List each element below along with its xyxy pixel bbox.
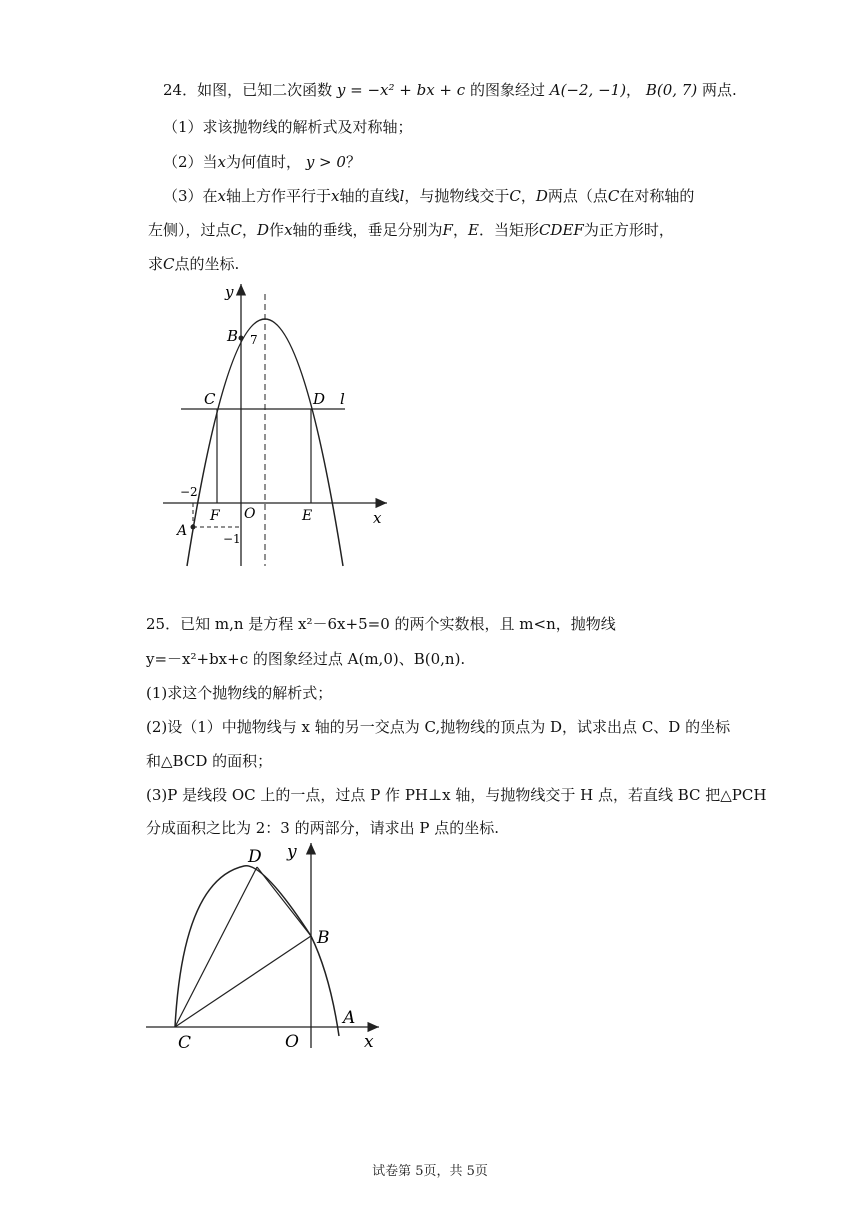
label-c: C	[204, 390, 216, 408]
label-o: O	[285, 1032, 299, 1052]
q24-p3-x: x	[284, 221, 293, 239]
q24-part1: （1）求该抛物线的解析式及对称轴；	[163, 118, 413, 136]
q24-p3-t: （3）在	[163, 187, 218, 205]
q24-p3-t: 为正方形时，	[583, 221, 674, 239]
q24-p2-c: ？	[345, 153, 361, 171]
label-x: x	[373, 509, 382, 527]
q24-p3-t: ．当矩形	[478, 221, 539, 239]
q24-p3-c: C	[163, 255, 175, 273]
label-l: l	[340, 390, 345, 408]
q24-p3-d: D	[257, 221, 270, 239]
q24-part2	[163, 152, 361, 172]
q24-p3-t: ，	[452, 221, 468, 239]
label-x: x	[364, 1032, 374, 1052]
point-a	[191, 525, 196, 530]
q24-p3-t: ，	[520, 187, 536, 205]
q24-p3-x: x	[331, 187, 340, 205]
q24-p3-t: 左侧），过点	[148, 221, 231, 239]
q24-p3-t: ，与抛物线交于	[404, 187, 510, 205]
segment-cb	[175, 936, 311, 1027]
q24-p3-t: 轴上方作平行于	[226, 187, 332, 205]
q24-stem-text-c: 两点.	[701, 81, 737, 99]
q24-p3-f: F	[442, 221, 453, 239]
q24-p3-t: 轴的直线	[339, 187, 400, 205]
q24-p3-t: 两点（点	[547, 187, 608, 205]
label-b: B	[317, 928, 330, 948]
q24-part3-line1	[163, 186, 694, 206]
q24-stem-text-b: 的图象经过	[469, 81, 545, 99]
label-d: D	[248, 847, 262, 867]
q24-part3-line2	[148, 220, 674, 240]
q24-stem-text: 24．如图，已知二次函数	[163, 81, 333, 99]
figure-24	[150, 278, 400, 570]
label-a: A	[177, 523, 188, 539]
q24-point-a: A(−2, −1)	[549, 81, 627, 99]
q24-p3-t: 求	[148, 255, 164, 273]
label-y: y	[225, 283, 234, 301]
page-footer: 试卷第 5页，共 5页	[372, 1164, 488, 1179]
label-7: 7	[250, 333, 258, 347]
q25-line2: y=－x²+bx+c 的图象经过点 A(m,0)、B(0,n).	[146, 650, 466, 668]
q24-formula: y = −x² + bx + c	[336, 81, 466, 99]
q24-p3-d: D	[535, 187, 548, 205]
q25-part2-line2: 和△BCD 的面积；	[146, 752, 273, 770]
q24-p3-c: C	[509, 187, 521, 205]
q24-part3-line3	[148, 254, 239, 274]
q24-p2-a: （2）当	[163, 153, 218, 171]
q25-part1: (1)求这个抛物线的解析式；	[146, 684, 333, 702]
q24-p3-c: C	[607, 187, 620, 205]
q24-p3-t: 在对称轴的	[619, 187, 695, 205]
label-y: y	[287, 842, 297, 862]
q25-part3-line1: (3)P 是线段 OC 上的一点，过点 P 作 PH⊥x 轴，与抛物线交于 H 点，若直线 BC 把△PCH	[146, 786, 767, 804]
q24-p3-e: E	[467, 221, 479, 239]
label-d: D	[313, 390, 326, 408]
q24-stem	[163, 80, 737, 100]
q25-part3-line2: 分成面积之比为 2：3 的两部分，请求出 P 点的坐标.	[146, 819, 500, 837]
label-a: A	[343, 1008, 356, 1028]
label-o: O	[244, 506, 256, 522]
q24-p3-t: 点的坐标.	[174, 255, 240, 273]
q24-p3-t: 轴的垂线，垂足分别为	[292, 221, 443, 239]
label-neg1: −1	[223, 532, 241, 546]
point-b	[239, 336, 244, 341]
label-b: B	[227, 327, 239, 345]
q24-p2-cond: y > 0	[305, 153, 346, 171]
q24-p2-x: x	[217, 153, 227, 171]
q25-line1: 25．已知 m,n 是方程 x²－6x+5=0 的两个实数根，且 m<n，抛物线	[146, 615, 616, 633]
label-c: C	[178, 1033, 192, 1053]
q24-p3-t: ，	[242, 221, 258, 239]
q24-p3-t: 作	[269, 221, 285, 239]
q24-p3-l: l	[399, 187, 405, 205]
q24-sep: ，	[626, 81, 642, 99]
label-e: E	[302, 508, 313, 524]
q24-point-b: B(0, 7)	[645, 81, 698, 99]
segment-cd	[175, 867, 257, 1027]
label-f: F	[210, 508, 220, 524]
q24-p3-x: x	[217, 187, 227, 205]
figure-25	[140, 838, 390, 1060]
q25-part2-line1: (2)设（1）中抛物线与 x 轴的另一交点为 C,抛物线的顶点为 D，试求出点 C、D 的坐标	[146, 718, 731, 736]
label-neg2: −2	[180, 485, 198, 499]
q24-p2-b: 为何值时，	[226, 153, 302, 171]
q24-p3-rect: CDEF	[538, 221, 584, 239]
q24-p3-c: C	[230, 221, 242, 239]
segment-db	[257, 867, 311, 936]
